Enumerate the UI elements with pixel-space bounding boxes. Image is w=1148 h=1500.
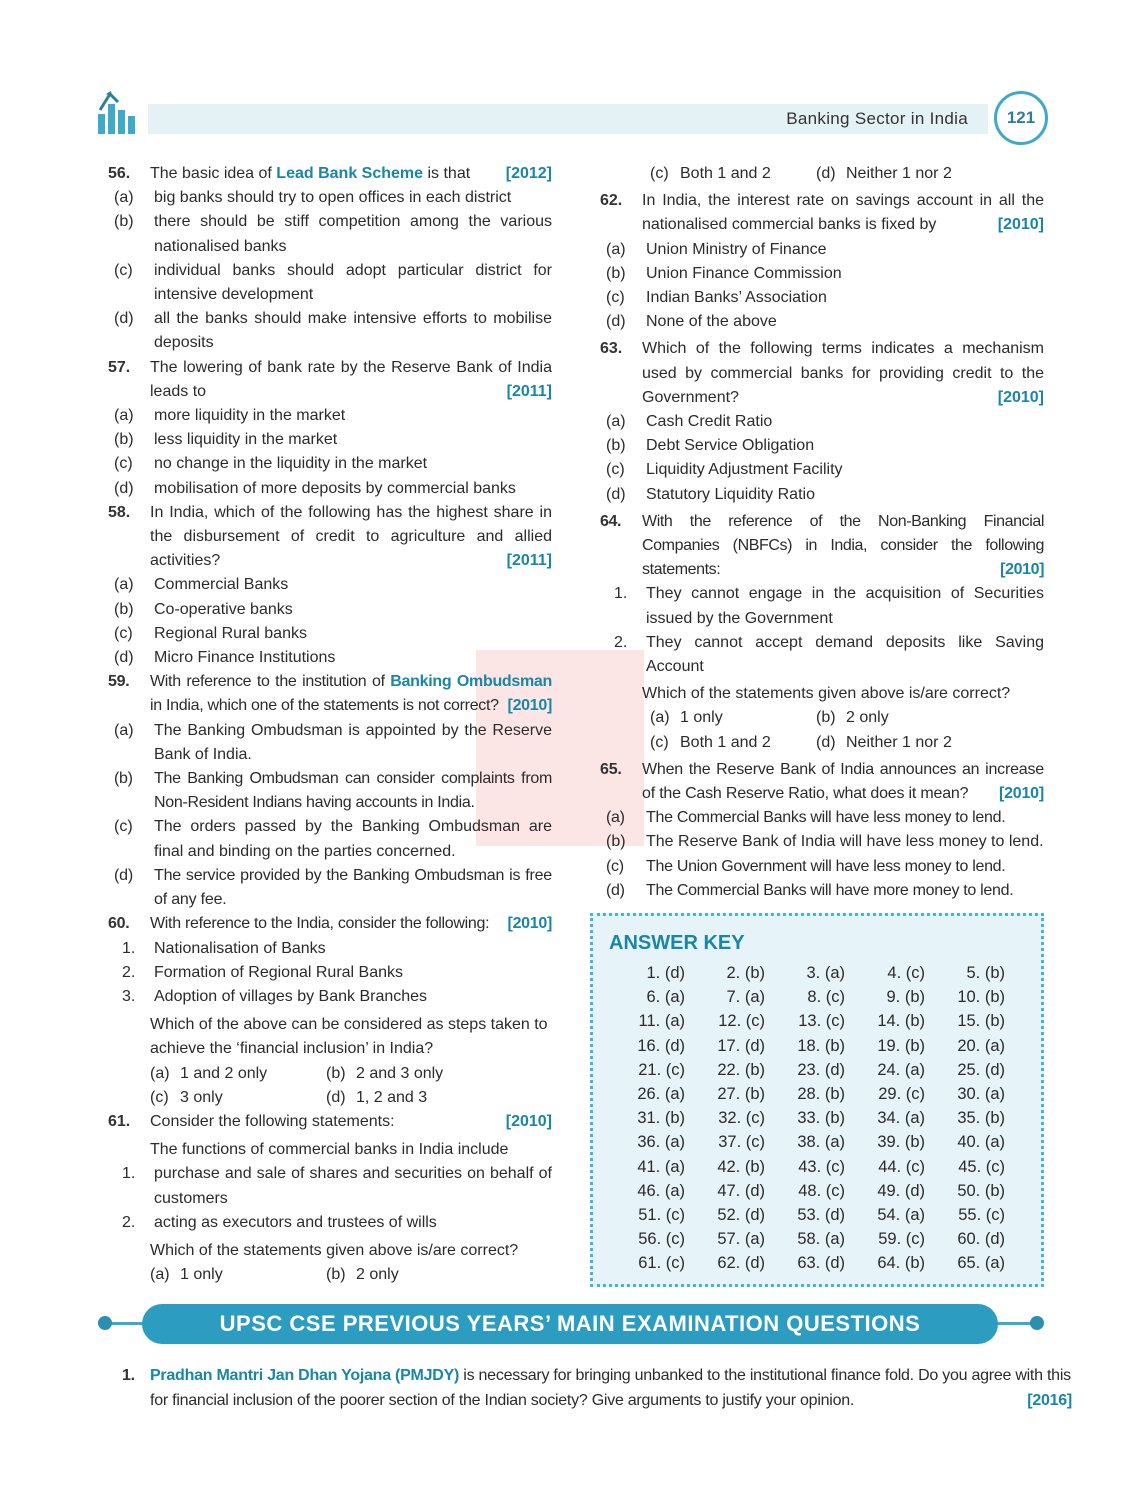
- question-text: Consider the following statements:: [150, 1112, 395, 1130]
- question-year: [2011]: [506, 382, 552, 400]
- page-number: 121: [994, 91, 1048, 145]
- question-text: With reference to the India, consider the following:: [150, 915, 490, 933]
- answer-key-cell: 57. (a): [717, 1230, 765, 1249]
- answer-key-cell: 39. (b): [877, 1133, 925, 1152]
- right-column: [600, 162, 1044, 903]
- option: (b) The Banking Ombudsman can consider complaints from Non-Resident Indians having accounts in India.: [114, 770, 552, 812]
- banner-left-dot: [98, 1316, 112, 1330]
- option: (d) None of the above: [606, 313, 777, 331]
- answer-key-cell: 37. (c): [718, 1133, 765, 1152]
- question-63: [600, 337, 1044, 410]
- question-number: 59.: [108, 673, 130, 691]
- answer-key-cell: 40. (a): [957, 1133, 1005, 1152]
- option: (d) The Commercial Banks will have more money to lend.: [606, 881, 1014, 899]
- answer-key-cell: 53. (d): [797, 1205, 845, 1224]
- option: (d) all the banks should make intensive efforts to mobilise deposits: [114, 310, 552, 352]
- answer-key-cell: 18. (b): [797, 1036, 845, 1055]
- answer-key-cell: 65. (a): [957, 1254, 1005, 1273]
- question-year: [2010]: [1000, 561, 1044, 579]
- answer-key-cell: 15. (b): [957, 1012, 1005, 1031]
- answer-key-cell: 29. (c): [878, 1084, 925, 1103]
- banner-right-dot: [1030, 1316, 1044, 1330]
- answer-key-cell: 35. (b): [957, 1109, 1005, 1128]
- question-stem: Which of the statements given above is/are correct?: [642, 685, 1011, 703]
- answer-key-cell: 63. (d): [797, 1254, 845, 1273]
- answer-key-cell: 56. (c): [638, 1230, 685, 1249]
- option-row: (a) 1 only (b) 2 only: [150, 1266, 399, 1284]
- question-year: [2011]: [506, 552, 552, 570]
- statement-item: 2. acting as executors and trustees of wills: [122, 1213, 437, 1231]
- option: (b) Co-operative banks: [114, 600, 293, 618]
- answer-key-cell: 64. (b): [877, 1254, 925, 1273]
- publisher-logo-icon: [96, 88, 144, 136]
- answer-key-cell: 24. (a): [877, 1060, 925, 1079]
- option: (c) Liquidity Adjustment Facility: [606, 461, 843, 479]
- question-stem: Which of the above can be considered as steps taken to achieve the ‘financial inclusion’ in India?: [150, 1016, 548, 1058]
- question-text: In India, the interest rate on savings account in all the nationalised commercial banks is fixed by: [642, 192, 1044, 234]
- question-number: 60.: [108, 915, 130, 933]
- question-text: With reference to the institution of: [150, 673, 391, 691]
- answer-key-cell: 4. (c): [887, 964, 925, 982]
- option: (c) Indian Banks’ Association: [606, 289, 827, 306]
- answer-key-row: [613, 1037, 1033, 1061]
- answer-key-cell: 22. (b): [717, 1060, 765, 1079]
- question-text: When the Reserve Bank of India announces an increase of the Cash Reserve Ratio, what does it mean?: [642, 760, 1044, 803]
- question-number: 64.: [600, 512, 622, 530]
- question-text: Which of the following terms indicates a mechanism used by commercial banks for providing credit to the Government?: [642, 340, 1044, 406]
- answer-key-cell: 31. (b): [637, 1109, 685, 1128]
- option: (a) Union Ministry of Finance: [606, 240, 827, 258]
- answer-key-cell: 25. (d): [957, 1060, 1005, 1079]
- answer-key-cell: 34. (a): [877, 1109, 925, 1128]
- section-banner: UPSC CSE PREVIOUS YEARS’ MAIN EXAMINATION QUESTIONS: [142, 1304, 998, 1344]
- answer-key-row: [613, 1254, 1033, 1278]
- answer-key-row: [613, 1109, 1033, 1133]
- question-number: 58.: [108, 503, 131, 521]
- answer-key-cell: 38. (a): [797, 1133, 845, 1152]
- answer-key-title: ANSWER KEY: [609, 932, 745, 954]
- answer-key-cell: 52. (d): [717, 1205, 765, 1224]
- option: (d) Micro Finance Institutions: [114, 649, 336, 667]
- answer-key-cell: 9. (b): [886, 988, 925, 1007]
- answer-key-cell: 13. (c): [798, 1012, 845, 1031]
- question-number: 62.: [600, 192, 623, 210]
- answer-key-cell: 12. (c): [718, 1012, 765, 1031]
- question-number: 57.: [108, 358, 131, 376]
- answer-key-box: [590, 913, 1044, 1287]
- question-text: In India, which of the following has the highest share in the disbursement of credit to agriculture and allied activities?: [150, 503, 552, 570]
- option: (c) individual banks should adopt particular district for intensive development: [114, 261, 552, 304]
- question-text: With the reference of the Non-Banking Financial Companies (NBFCs) in India, consider the following statements:: [642, 512, 1044, 579]
- question-58: [108, 501, 552, 574]
- answer-key-cell: 54. (a): [877, 1205, 925, 1224]
- statement-item: 1. Nationalisation of Banks: [122, 939, 326, 957]
- option: (d) Statutory Liquidity Ratio: [606, 485, 815, 503]
- option: (c) no change in the liquidity in the market: [114, 455, 428, 473]
- question-number: 1.: [122, 1367, 135, 1384]
- answer-key-cell: 21. (c): [638, 1060, 685, 1079]
- answer-key-cell: 47. (d): [717, 1181, 765, 1200]
- question-year: [2010]: [507, 697, 552, 715]
- answer-key-cell: 50. (b): [957, 1181, 1005, 1200]
- answer-key-row: [613, 1133, 1033, 1157]
- question-text: The lowering of bank rate by the Reserve Bank of India leads to: [150, 358, 552, 400]
- question-year: [2010]: [507, 915, 552, 933]
- option: (b) less liquidity in the market: [114, 431, 338, 449]
- left-column: [108, 162, 552, 1287]
- option: (a) Commercial Banks: [114, 576, 289, 594]
- statement-item: 1. purchase and sale of shares and securities on behalf of customers: [122, 1165, 552, 1207]
- answer-key-cell: 16. (d): [637, 1036, 685, 1055]
- answer-key-cell: 33. (b): [797, 1109, 845, 1128]
- question-56: [108, 162, 552, 186]
- option: (c) The Union Government will have less money to lend.: [606, 857, 1006, 875]
- question-text: is that: [423, 165, 471, 182]
- answer-key-cell: 61. (c): [638, 1254, 685, 1273]
- option: (b) The Reserve Bank of India will have less money to lend.: [606, 833, 1044, 851]
- question-61: [108, 1110, 552, 1134]
- option: (c) The orders passed by the Banking Ombudsman are final and binding on the parties concerned.: [114, 818, 552, 860]
- option: (b) Debt Service Obligation: [606, 437, 815, 455]
- answer-key-cell: 32. (c): [718, 1109, 765, 1128]
- highlighted-term: Pradhan Mantri Jan Dhan Yojana (PMJDY): [150, 1367, 460, 1384]
- answer-key-cell: 28. (b): [797, 1084, 845, 1103]
- question-year: [2016]: [1027, 1391, 1072, 1409]
- answer-key-cell: 60. (d): [957, 1230, 1005, 1249]
- option: (a) The Commercial Banks will have less money to lend.: [606, 809, 1006, 827]
- question-number: 65.: [600, 760, 622, 778]
- answer-key-cell: 11. (a): [638, 1012, 685, 1031]
- option: (a) The Banking Ombudsman is appointed by the Reserve Bank of India.: [114, 721, 552, 763]
- answer-key-cell: 5. (b): [966, 964, 1005, 982]
- answer-key-cell: 43. (c): [798, 1157, 845, 1176]
- answer-key-row: [613, 988, 1033, 1012]
- answer-key-cell: 46. (a): [637, 1181, 685, 1200]
- highlighted-term: Lead Bank Scheme: [276, 165, 424, 182]
- answer-key-row: [613, 1230, 1033, 1254]
- question-65: [600, 758, 1044, 806]
- question-text: in India, which one of the statements is not correct?: [150, 697, 499, 715]
- question-64: [600, 510, 1044, 583]
- answer-key-cell: 7. (a): [726, 988, 765, 1007]
- question-57: [108, 356, 552, 404]
- answer-key-cell: 26. (a): [637, 1084, 685, 1103]
- answer-key-cell: 23. (d): [797, 1060, 845, 1079]
- answer-key-row: [613, 1012, 1033, 1036]
- answer-key-cell: 1. (d): [646, 964, 685, 982]
- option-row: (c) Both 1 and 2 (d) Neither 1 nor 2: [650, 165, 952, 182]
- question-62: [600, 189, 1044, 237]
- question-number: 61.: [108, 1112, 131, 1130]
- answer-key-cell: 44. (c): [878, 1157, 925, 1176]
- option-row: (c) 3 only (d) 1, 2 and 3: [150, 1088, 428, 1106]
- option: (a) Cash Credit Ratio: [606, 413, 773, 431]
- option: (a) more liquidity in the market: [114, 407, 346, 425]
- answer-key-cell: 20. (a): [957, 1036, 1005, 1055]
- highlighted-term: Banking Ombudsman: [390, 673, 552, 691]
- statement-item: 3. Adoption of villages by Bank Branches: [122, 987, 428, 1005]
- answer-key-row: [613, 1182, 1033, 1206]
- answer-key-cell: 62. (d): [717, 1254, 765, 1273]
- question-59: [108, 670, 552, 718]
- answer-key-cell: 17. (d): [717, 1036, 765, 1055]
- question-intro: The functions of commercial banks in India include: [150, 1141, 509, 1159]
- answer-key-cell: 51. (c): [638, 1205, 685, 1224]
- question-stem: Which of the statements given above is/are correct?: [150, 1241, 519, 1259]
- option-row: (c) Both 1 and 2 (d) Neither 1 nor 2: [650, 733, 952, 751]
- option: (b) there should be stiff competition among the various nationalised banks: [114, 213, 552, 255]
- section-title: Banking Sector in India: [786, 109, 968, 128]
- answer-key-cell: 8. (c): [807, 988, 845, 1007]
- statement-item: 1. They cannot engage in the acquisition of Securities issued by the Government: [614, 585, 1044, 627]
- answer-key-grid: [613, 964, 1033, 1278]
- answer-key-cell: 2. (b): [726, 964, 765, 982]
- statement-item: 2. Formation of Regional Rural Banks: [122, 963, 404, 981]
- answer-key-row: [613, 964, 1033, 988]
- question-number: 63.: [600, 340, 623, 358]
- option: (a) big banks should try to open offices in each district: [114, 189, 512, 207]
- answer-key-cell: 36. (a): [637, 1133, 685, 1152]
- answer-key-cell: 59. (c): [878, 1230, 925, 1249]
- main-question-1: [122, 1364, 1072, 1413]
- answer-key-cell: 55. (c): [958, 1205, 1005, 1224]
- answer-key-cell: 48. (c): [798, 1181, 845, 1200]
- answer-key-cell: 10. (b): [957, 988, 1005, 1007]
- answer-key-row: [613, 1061, 1033, 1085]
- answer-key-cell: 41. (a): [637, 1157, 685, 1176]
- answer-key-row: [613, 1206, 1033, 1230]
- question-year: [2010]: [998, 785, 1044, 803]
- answer-key-cell: 42. (b): [717, 1157, 765, 1176]
- statement-item: 2. They cannot accept demand deposits like Saving Account: [614, 633, 1044, 676]
- option: (c) Regional Rural banks: [114, 624, 307, 642]
- answer-key-cell: 30. (a): [957, 1084, 1005, 1103]
- option: (d) The service provided by the Banking Ombudsman is free of any fee.: [114, 866, 552, 909]
- answer-key-cell: 14. (b): [877, 1012, 925, 1031]
- answer-key-row: [613, 1158, 1033, 1182]
- option-row: (a) 1 and 2 only (b) 2 and 3 only: [150, 1064, 444, 1082]
- question-number: 56.: [108, 165, 131, 182]
- option-row: (a) 1 only (b) 2 only: [650, 709, 889, 727]
- answer-key-cell: 27. (b): [717, 1084, 765, 1103]
- answer-key-cell: 6. (a): [646, 988, 685, 1007]
- answer-key-cell: 3. (a): [806, 964, 845, 982]
- option: (b) Union Finance Commission: [606, 264, 842, 282]
- answer-key-row: [613, 1085, 1033, 1109]
- question-year: [2010]: [997, 216, 1044, 234]
- answer-key-cell: 45. (c): [958, 1157, 1005, 1176]
- answer-key-cell: 58. (a): [797, 1230, 845, 1249]
- answer-key-cell: 49. (d): [877, 1181, 925, 1200]
- question-year: [2010]: [997, 388, 1044, 406]
- question-year: [2010]: [505, 1112, 552, 1130]
- question-year: [2012]: [505, 165, 552, 182]
- question-60: [108, 912, 552, 936]
- question-text: The basic idea of: [150, 165, 277, 182]
- question-text: is necessary for bringing unbanked to the institutional finance fold. Do you agree with this for financial inclusion of the poorer section of the Indian society? Give arguments to justify your opinion.: [150, 1367, 1071, 1409]
- answer-key-cell: 19. (b): [877, 1036, 925, 1055]
- option: (d) mobilisation of more deposits by commercial banks: [114, 479, 516, 497]
